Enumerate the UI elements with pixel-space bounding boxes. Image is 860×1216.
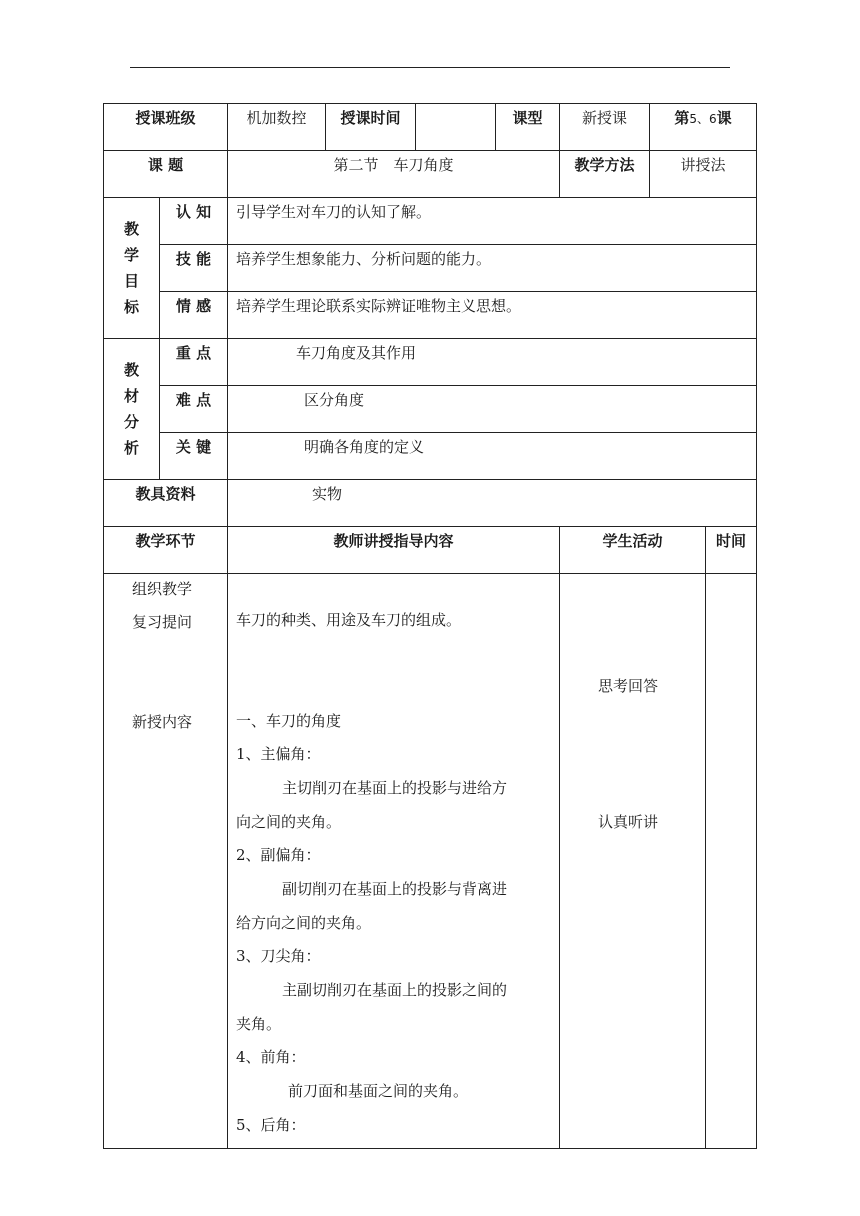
- student-activity-think: 思考回答: [598, 677, 659, 695]
- content-line: 车刀的种类、用途及车刀的组成。: [236, 611, 462, 629]
- lesson-prefix: 第: [674, 109, 690, 127]
- method-label: 教学方法: [560, 151, 650, 198]
- analysis-label-key: 重 点: [160, 339, 228, 386]
- lesson-nums: 5、6: [689, 112, 717, 126]
- goals-group-char: 教: [123, 220, 139, 238]
- stage-organize: 组织教学: [132, 580, 193, 598]
- content-line: 向之间的夹角。: [236, 813, 342, 831]
- content-line: 5、后角：: [236, 1116, 306, 1134]
- content-cell: [228, 574, 560, 1149]
- stage-new-content: 新授内容: [132, 713, 193, 731]
- analysis-group-char: 教: [123, 361, 139, 379]
- goals-group-char: 目: [123, 272, 139, 290]
- student-activity-listen: 认真听讲: [598, 813, 659, 831]
- stage-header: 教学环节: [104, 527, 228, 574]
- content-line: 主切削刃在基面上的投影与进给方: [282, 779, 508, 797]
- analysis-group-label: [104, 339, 160, 480]
- analysis-group-char: 析: [123, 439, 139, 457]
- goal-label-cognition: 认 知: [160, 198, 228, 245]
- analysis-group-char: 材: [123, 387, 139, 405]
- content-line: 前刀面和基面之间的夹角。: [288, 1082, 469, 1100]
- lesson-suffix: 课: [716, 109, 732, 127]
- content-line: 给方向之间的夹角。: [236, 914, 372, 932]
- time-header: 时间: [706, 527, 757, 574]
- class-value: 机加数控: [228, 104, 326, 151]
- student-header: 学生活动: [560, 527, 706, 574]
- topic-row: [104, 151, 757, 198]
- goal-text-skill: 培养学生想象能力、分析问题的能力。: [228, 245, 757, 292]
- materials-label: 教具资料: [104, 480, 228, 527]
- content-line: 1、主偏角：: [236, 745, 321, 763]
- analysis-row: [104, 386, 757, 433]
- goals-group-label: [104, 198, 160, 339]
- goals-group-char: 标: [123, 298, 139, 316]
- analysis-text-critical: 明确各角度的定义: [228, 433, 757, 480]
- content-header: 教师讲授指导内容: [228, 527, 560, 574]
- analysis-group-char: 分: [123, 413, 139, 431]
- method-value: 讲授法: [650, 151, 757, 198]
- goal-text-emotion: 培养学生理论联系实际辨证唯物主义思想。: [228, 292, 757, 339]
- content-line: 4、前角：: [236, 1048, 306, 1066]
- content-line: 夹角。: [236, 1015, 282, 1033]
- content-line: 2、副偏角：: [236, 846, 321, 864]
- time-label: 授课时间: [326, 104, 416, 151]
- goals-group-char: 学: [123, 246, 139, 264]
- goal-row: [104, 198, 757, 245]
- process-header-row: [104, 527, 757, 574]
- content-line: 副切削刃在基面上的投影与背离进: [282, 880, 508, 898]
- analysis-text-key: 车刀角度及其作用: [228, 339, 757, 386]
- goal-text-cognition: 引导学生对车刀的认知了解。: [228, 198, 757, 245]
- goal-label-emotion: 情 感: [160, 292, 228, 339]
- goal-label-skill: 技 能: [160, 245, 228, 292]
- goal-row: [104, 292, 757, 339]
- content-line: 3、刀尖角：: [236, 947, 321, 965]
- header-rule: [130, 67, 730, 68]
- lesson-plan-table: [103, 103, 757, 1149]
- time-cell: [706, 574, 757, 1149]
- type-label: 课型: [496, 104, 560, 151]
- class-label: 授课班级: [104, 104, 228, 151]
- analysis-text-difficulty: 区分角度: [228, 386, 757, 433]
- materials-row: [104, 480, 757, 527]
- content-line: 一、车刀的角度: [236, 712, 342, 730]
- analysis-row: [104, 339, 757, 386]
- lesson-number: [650, 104, 757, 151]
- topic-label: 课 题: [104, 151, 228, 198]
- type-value: 新授课: [560, 104, 650, 151]
- time-value: [416, 104, 496, 151]
- analysis-row: [104, 433, 757, 480]
- analysis-label-critical: 关 键: [160, 433, 228, 480]
- content-line: 主副切削刃在基面上的投影之间的: [282, 981, 508, 999]
- stage-review: 复习提问: [132, 613, 193, 631]
- process-body-row: [104, 574, 757, 1149]
- topic-value: 第二节 车刀角度: [228, 151, 560, 198]
- goal-row: [104, 245, 757, 292]
- materials-value: 实物: [228, 480, 757, 527]
- stage-cell: [104, 574, 228, 1149]
- student-cell: [560, 574, 706, 1149]
- analysis-label-difficulty: 难 点: [160, 386, 228, 433]
- header-row: [104, 104, 757, 151]
